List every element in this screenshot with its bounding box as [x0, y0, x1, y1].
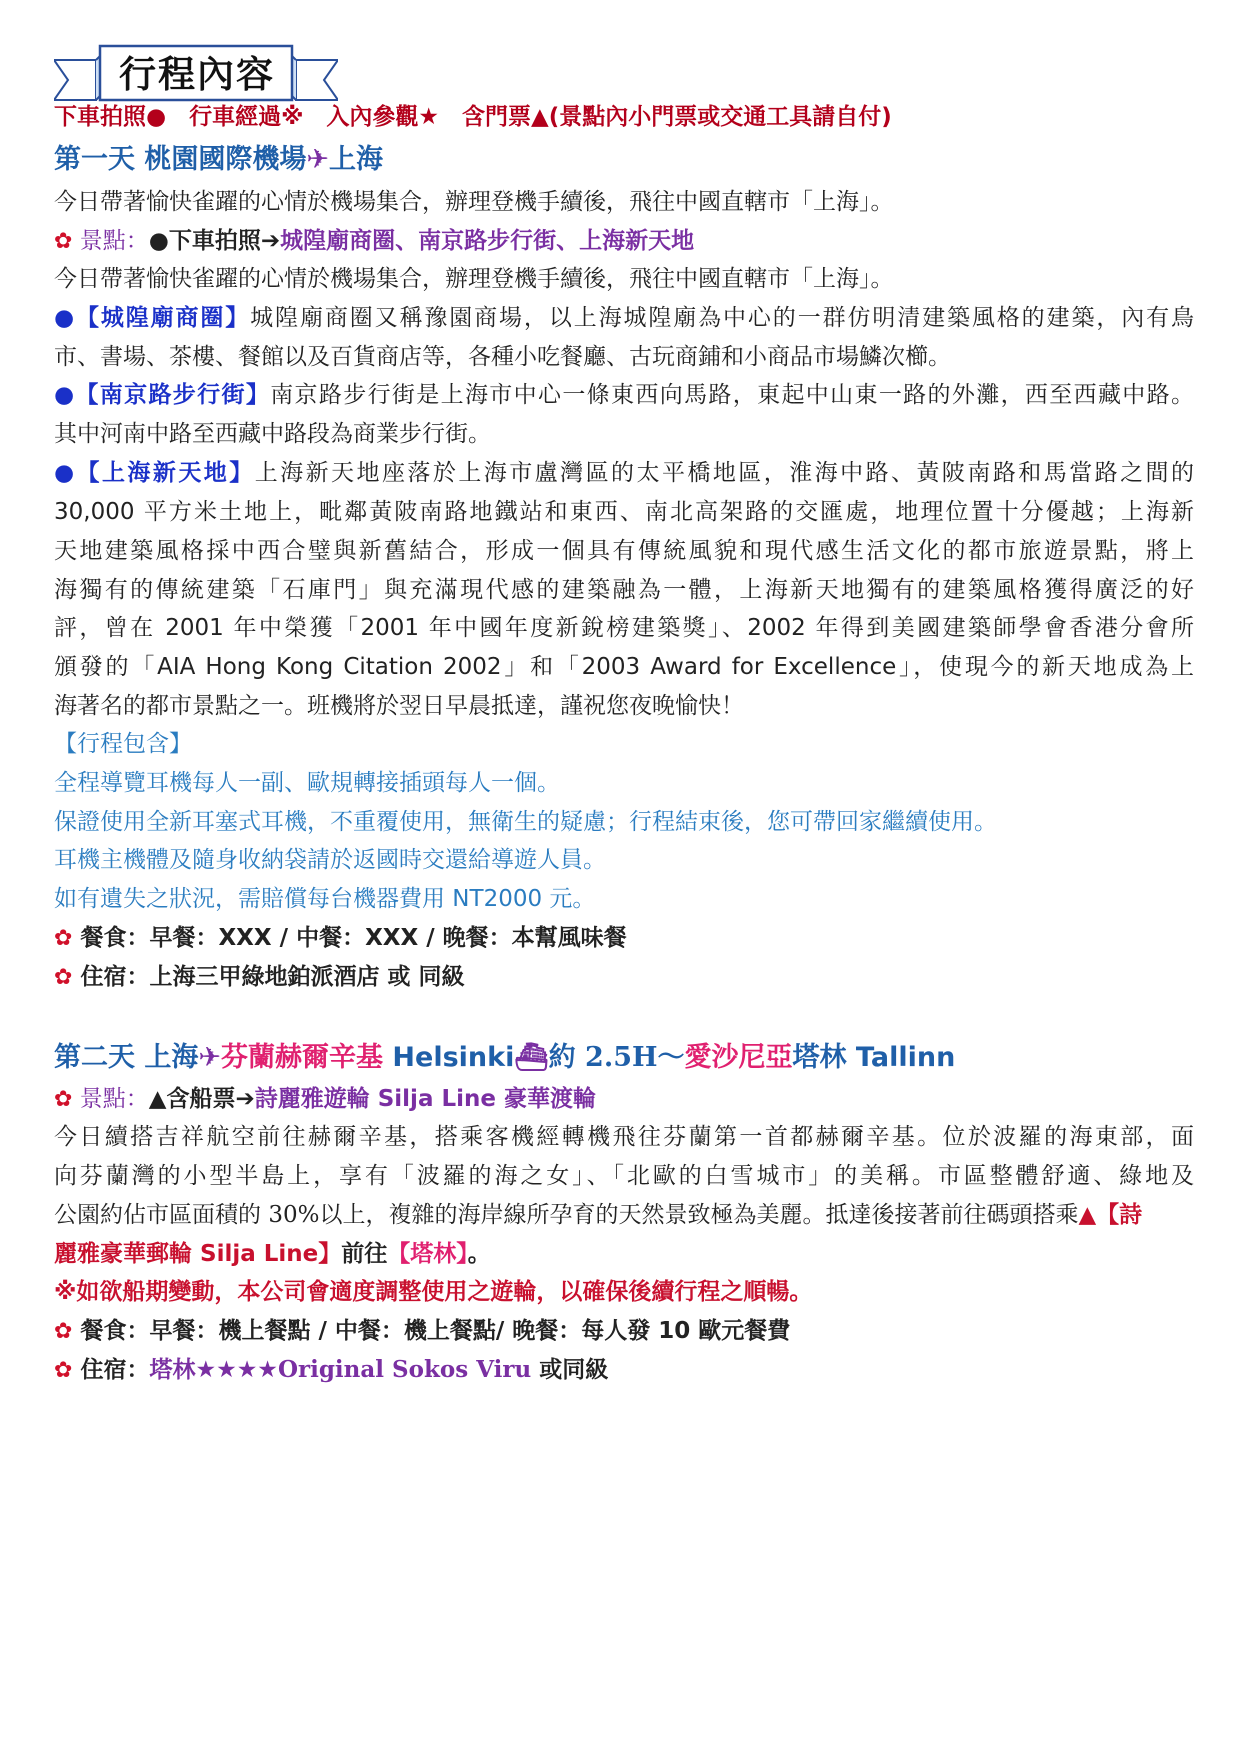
- p3-line-1: [54, 457, 1194, 489]
- day2-title-part-h: 塔林 Tallinn: [792, 1042, 956, 1073]
- p2-text-1: 南京路步行街是上海市中心一條東西向馬路，東起中山東一路的外灘，西至西藏中路。: [270, 382, 1194, 408]
- day2-title-duration: 2.5H: [585, 1042, 658, 1073]
- day2-p-line-2: 向芬蘭灣的小型半島上，享有「波羅的海之女」、「北歐的白雪城市」的美稱。市區整體舒適、綠地及: [54, 1163, 1194, 1189]
- day2-notice: ※如欲船期變動，本公司會適度調整使用之遊輪，以確保後續行程之順暢。: [54, 1279, 813, 1305]
- flower-icon: ✿: [54, 965, 73, 990]
- plane-icon: ✈: [306, 144, 330, 175]
- day1-intro: 今日帶著愉快雀躍的心情於機場集合，辦理登機手續後，飛往中國直轄市「上海」。: [54, 189, 894, 215]
- day1-title-dest: 上海: [329, 144, 384, 175]
- day1-title: [54, 141, 1194, 179]
- day2-p3-text-c: 以上，複雜的海岸線所孕育的天然景致極為美麗。抵達後接著前往碼頭搭乘: [319, 1202, 1079, 1228]
- day2-hotel-name: Original Sokos Viru: [277, 1356, 532, 1383]
- day2-p-line-3: [54, 1199, 1194, 1231]
- day2-p3-cruise-start: ▲【詩: [1078, 1202, 1143, 1228]
- inclusion-item-1: 全程導覽耳機每人一副、歐規轉接插頭每人一個。: [54, 770, 560, 796]
- day1-hotel-text: 住宿：上海三甲綠地鉑派酒店 或 同級: [80, 964, 465, 990]
- inclusions-heading: 【行程包含】: [54, 731, 192, 757]
- day2-p-line-1: 今日續搭吉祥航空前往赫爾辛基，搭乘客機經轉機飛往芬蘭第一首都赫爾辛基。位於波羅的海東部，面: [54, 1124, 1194, 1150]
- day2-title-part-g: 愛沙尼亞: [684, 1042, 793, 1073]
- day2-tallinn: 【塔林】: [387, 1241, 468, 1267]
- flower-icon: ✿: [54, 1358, 73, 1383]
- day2-title-part-b: 芬蘭赫爾辛基: [221, 1042, 384, 1073]
- day1-intro-repeat: 今日帶著愉快雀躍的心情於機場集合，辦理登機手續後，飛往中國直轄市「上海」。: [54, 266, 894, 292]
- banner-title: 行程內容: [119, 53, 275, 96]
- spots-marker: ●下車拍照➔: [148, 228, 281, 254]
- flower-icon: ✿: [54, 1087, 73, 1112]
- day2-p3-text-a: 公園約佔市區面積的: [54, 1202, 269, 1228]
- day2-period: 。: [467, 1241, 491, 1267]
- day2-title-part-d: 約: [548, 1042, 586, 1073]
- day1-spots: [54, 225, 1194, 257]
- p3-line-5: 評，曾在 2001 年中榮獲「2001 年中國年度新銳榜建築獎」、2002 年得到美國建築師學會香港分會所: [54, 615, 1194, 641]
- p3-line-4: 海獨有的傳統建築「石庫門」與充滿現代感的建築融為一體，上海新天地獨有的建築風格獲得廣泛的好: [54, 577, 1194, 603]
- flower-icon: ✿: [54, 229, 73, 254]
- day2-title-part-f: ～: [657, 1042, 685, 1073]
- day2-title-part-a: 第二天 上海: [54, 1042, 199, 1073]
- p2-line-2: 其中河南中路至西藏中路段為商業步行街。: [54, 421, 491, 447]
- p3-heading: ●【上海新天地】: [54, 460, 255, 486]
- day2-to: 前往: [341, 1241, 388, 1267]
- inclusion-item-4: 如有遺失之狀況，需賠償每台機器費用 NT2000 元。: [54, 886, 596, 912]
- inclusion-item-3: 耳機主機體及隨身收納袋請於返國時交還給導遊人員。: [54, 847, 606, 873]
- spots-marker: ▲含船票➔: [148, 1086, 255, 1112]
- day2-hotel: [54, 1354, 1194, 1386]
- p2-line-1: [54, 379, 1194, 411]
- p1-text-1: 城隍廟商圈又稱豫園商場，以上海城隍廟為中心的一群仿明清建築風格的建築，內有鳥: [250, 305, 1194, 331]
- day1-title-route: 第一天 桃園國際機場: [54, 144, 307, 175]
- spots-list: 城隍廟商圈、南京路步行街、上海新天地: [280, 228, 695, 254]
- day1-meals: [54, 922, 1194, 954]
- day2-hotel-label: 住宿：: [80, 1357, 150, 1383]
- spots-label: 景點：: [79, 1086, 149, 1112]
- day2-title-part-c: Helsinki: [383, 1042, 515, 1073]
- day2-meals: [54, 1315, 1194, 1347]
- flower-icon: ✿: [54, 926, 73, 951]
- day2-spots: [54, 1083, 1194, 1115]
- p1-heading: ●【城隍廟商圈】: [54, 305, 251, 331]
- p3-text-1: 上海新天地座落於上海市盧灣區的太平橋地區，淮海中路、黃陂南路和馬當路之間的: [254, 460, 1195, 486]
- p2-heading: ●【南京路步行街】: [54, 382, 271, 408]
- day2-p-line-4: [54, 1238, 1194, 1270]
- day2-cruise-name: 麗雅豪華郵輪 Silja Line】: [54, 1241, 342, 1267]
- p3-line-6: 頒發的「AIA Hong Kong Citation 2002」和「2003 Award for Excellence」，使現今的新天地成為上: [54, 654, 1194, 680]
- day2-meals-text: 餐食：早餐：機上餐點 / 中餐：機上餐點/ 晚餐：每人發 10 歐元餐費: [80, 1318, 791, 1344]
- day2-title: [54, 1039, 1194, 1077]
- spots-list: 詩麗雅遊輪 Silja Line 豪華渡輪: [254, 1086, 596, 1112]
- day1-meals-text: 餐食：早餐：XXX / 中餐：XXX / 晚餐：本幫風味餐: [80, 925, 627, 951]
- day2-hotel-city: 塔林★★★★: [149, 1357, 278, 1383]
- p3-line-3: 天地建築風格採中西合璧與新舊結合，形成一個具有傳統風貌和現代感生活文化的都市旅遊景點，將上: [54, 538, 1194, 564]
- ship-icon: ⛴: [514, 1042, 549, 1073]
- p1-line-2: 市、書場、茶樓、餐館以及百貨商店等，各種小吃餐廳、古玩商鋪和小商品市場鱗次櫛。: [54, 344, 951, 370]
- p1-line-1: [54, 302, 1194, 334]
- plane-icon: ✈: [198, 1042, 222, 1073]
- day1-hotel: [54, 961, 1194, 993]
- p3-line-2: 30,000 平方米土地上，毗鄰黃陂南路地鐵站和東西、南北高架路的交匯處，地理位置十分優越；上海新: [54, 499, 1194, 525]
- flower-icon: ✿: [54, 1319, 73, 1344]
- day2-hotel-tail: 或同級: [531, 1357, 609, 1383]
- legend-line: 下車拍照● 行車經過※ 入內參觀★ 含門票▲(景點內小門票或交通工具請自付): [54, 104, 892, 130]
- inclusion-item-2: 保證使用全新耳塞式耳機，不重覆使用，無衛生的疑慮；行程結束後，您可帶回家繼續使用。: [54, 809, 997, 835]
- day2-p3-percent: 30%: [268, 1202, 320, 1228]
- p3-line-7: 海著名的都市景點之一。班機將於翌日早晨抵達，謹祝您夜晚愉快！: [54, 693, 744, 719]
- spots-label: 景點：: [79, 228, 149, 254]
